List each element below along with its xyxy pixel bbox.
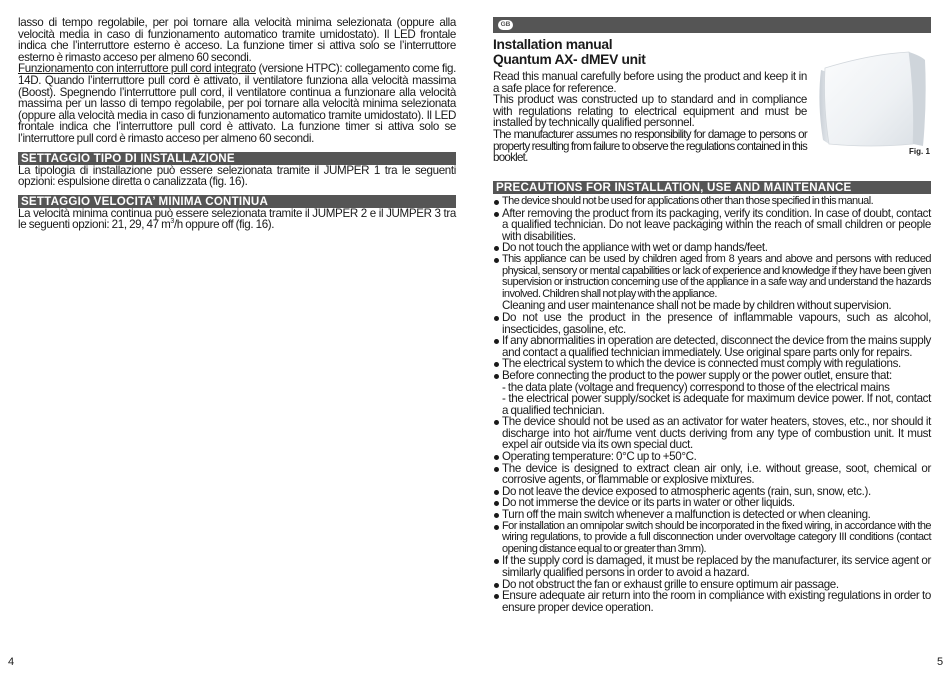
language-bar — [493, 17, 931, 33]
intro-responsibility: The manufacturer assumes no responsibility for damage to persons or property resulting from failure to observe the regulations contained in this booklet. — [493, 127, 807, 165]
precaution-item: Turn off the main switch whenever a malfunction is detected or when cleaning. — [493, 509, 931, 521]
precaution-item: The device should not be used for applications other than those specified in this manual. — [493, 196, 931, 208]
section-installation-type-title: SETTAGGIO TIPO DI INSTALLAZIONE — [18, 152, 456, 165]
precaution-item: For installation an omnipolar switch should be incorporated in the fixed wiring, in accordance with the wiring regulations, to provide a full disconnection under overvoltage category III conditions (contact opening distance equal to or greater than 3mm). — [493, 521, 931, 556]
cubic-superscript: 3 — [170, 218, 174, 226]
precaution-item: The device should not be used as an activator for water heaters, stoves, etc., nor should it discharge into hot air/fume vent ducts deriving from any type of combustion unit. It must expel air outside via its own special duct. — [493, 416, 931, 451]
installation-type-text: La tipologia di installazione può essere selezionata tramite il JUMPER 1 tra le seguenti opzioni: espulsione diretta o canalizzata (fig. 16). — [18, 163, 456, 189]
intro-standards: This product was constructed up to standard and in compliance with regulations relating to electrical equipment and must be installed by technically qualified personnel. — [493, 93, 807, 130]
page-number-right: 5 — [937, 656, 944, 668]
precaution-item: If the supply cord is damaged, it must be replaced by the manufacturer, its service agent or similarly qualified persons in order to avoid a hazard. — [493, 555, 931, 578]
manual-subtitle: Quantum AX- dMEV unit — [493, 52, 646, 67]
pull-cord-heading: Funzionamento con interruttore pull cord integrato — [18, 62, 256, 76]
precaution-item: Operating temperature: 0°C up to +50°C. — [493, 451, 931, 463]
manual-title: Installation manual — [493, 37, 613, 52]
precaution-item: Do not immerse the device or its parts in water or other liquids. — [493, 497, 931, 509]
precaution-item: Do not obstruct the fan or exhaust grille to ensure optimum air passage. — [493, 579, 931, 591]
precautions-title: PRECAUTIONS FOR INSTALLATION, USE AND MAINTENANCE — [493, 181, 931, 194]
section-min-speed-title: SETTAGGIO VELOCITA’ MINIMA CONTINUA — [18, 195, 456, 208]
pull-cord-text: (versione HTPC): collegamento come fig. 14D. Quando l’interruttore pull cord è attivato, il ventilatore funziona alla velocità massima (Boost). Spegnendo l’interruttore pull cord, il ventilatore continua a funzionare alla velocità massima per un lasso di tempo regolabile, per poi tornare alla velocità minima selezionata (oppure alla velocità media in caso di funzionamento automatico tramite umidostato). Il LED frontale indica che l’interruttore pull cord è attivato. La funzione timer si attiva solo se l’interruttore pull cord è rimasto acceso per almeno 60 secondi. — [18, 62, 456, 145]
left-text-block — [18, 17, 456, 231]
intro-block — [493, 71, 807, 164]
language-badge: GB — [498, 20, 513, 30]
precaution-item: Do not leave the device exposed to atmospheric agents (rain, sun, snow, etc.). — [493, 486, 931, 498]
precautions-section — [493, 181, 931, 613]
intro-read-manual: Read this manual carefully before using the product and keep it in a safe place for reference. — [493, 70, 807, 95]
precaution-item: The device is designed to extract clean air only, i.e. without grease, soot, chemical or corrosive agents, or flammable or explosive mixtures. — [493, 463, 931, 486]
min-speed-text-b: /h oppure off (fig. 16). — [173, 218, 275, 232]
precaution-item: If any abnormalities in operation are detected, disconnect the device from the mains supply and contact a qualified technician immediately. Use original spare parts only for repairs. — [493, 335, 931, 358]
precaution-item: After removing the product from its packaging, verify its condition. In case of doubt, contact a qualified technician. Do not leave packaging within the reach of small children or people with disabilities. — [493, 208, 931, 243]
precaution-item: This appliance can be used by children aged from 8 years and above and persons with reduced physical, sensory or mental capabilities or lack of experience and knowledge if they have been given supervision or instruction concerning use of the appliance in a safe way and understand the hazards involved. Children shall not play with the appliance. — [493, 254, 931, 300]
precaution-item: Before connecting the product to the power supply or the power outlet, ensure that: — [493, 370, 931, 382]
precaution-subline: - the data plate (voltage and frequency) correspond to those of the electrical mains — [502, 380, 890, 394]
precaution-item: Do not use the product in the presence of inflammable vapours, such as alcohol, insecticides, gasoline, etc. — [493, 312, 931, 335]
min-speed-text — [18, 208, 456, 231]
precautions-list — [493, 196, 931, 613]
left-page — [8, 0, 456, 674]
paragraph-pull-cord — [18, 63, 456, 144]
precaution-subline: Cleaning and user maintenance shall not be made by children without supervision. — [502, 299, 892, 313]
precaution-subline: - the electrical power supply/socket is adequate for maximum device power. If not, contact a qualified technician. — [502, 392, 931, 417]
figure-caption: Fig. 1 — [909, 147, 930, 156]
precaution-item: Do not touch the appliance with wet or damp hands/feet. — [493, 242, 931, 254]
precaution-item: The electrical system to which the device is connected must comply with regulations. — [493, 358, 931, 370]
min-speed-text-a: La velocità minima continua può essere selezionata tramite il JUMPER 2 e il JUMPER 3 tra le seguenti opzioni: 21, 29, 47 m — [18, 206, 456, 232]
precaution-item: Ensure adequate air return into the room in compliance with existing regulations in order to ensure proper device operation. — [493, 590, 931, 613]
right-page — [493, 0, 944, 674]
paragraph-timer-external-switch: lasso di tempo regolabile, per poi tornare alla velocità minima selezionata (oppure alla velocità media in caso di funzionamento automatico tramite umidostato). Il LED frontale indica che l’interruttore esterno è acceso. La funzione timer si attiva solo se l’interruttore esterno è rimasto acceso per almeno 60 secondi. — [18, 16, 456, 64]
page-number-left: 4 — [8, 656, 15, 668]
fan-unit-illustration — [811, 48, 933, 158]
fan-unit-icon — [811, 48, 933, 158]
